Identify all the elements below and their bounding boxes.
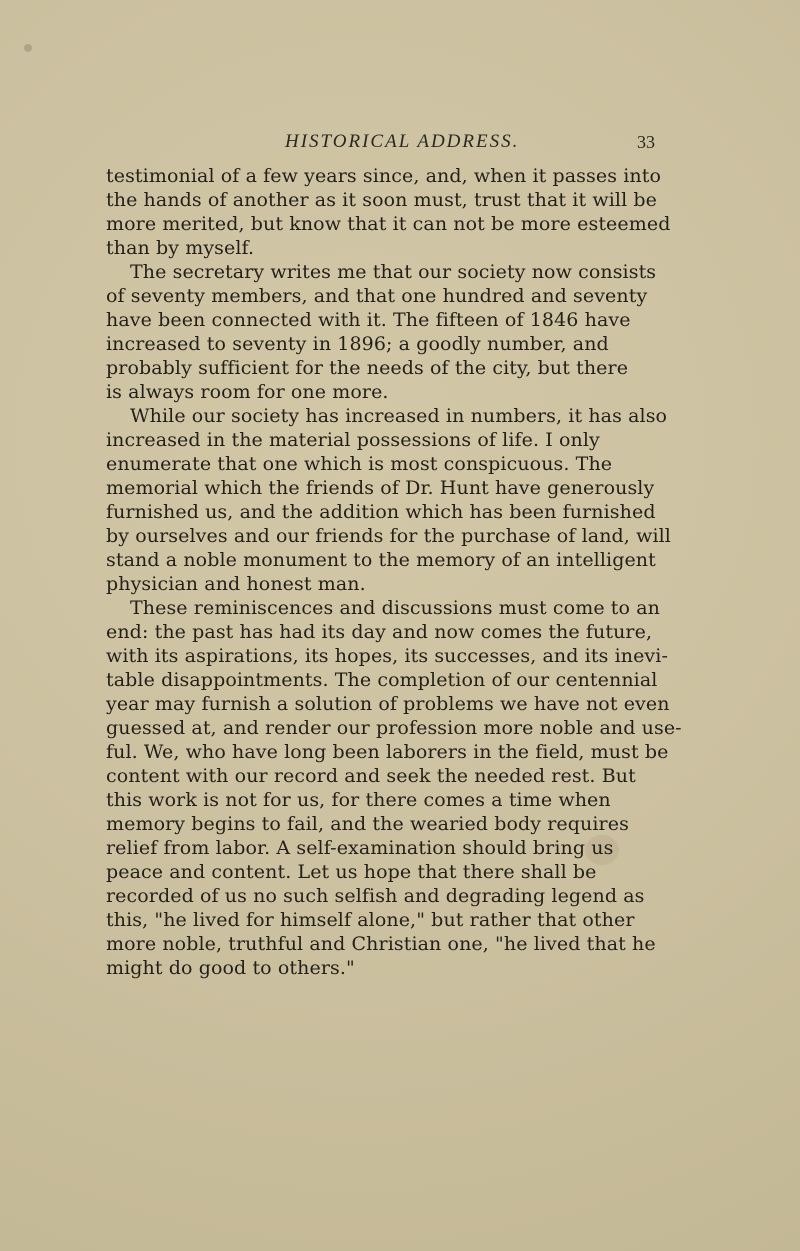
text-line: testimonial of a few years since, and, when it passes into	[106, 165, 662, 187]
text-line: might do good to others."	[106, 957, 355, 979]
text-line: increased to seventy in 1896; a goodly number, and	[106, 333, 609, 355]
text-line: end: the past has had its day and now comes the future,	[106, 621, 653, 643]
text-line: probably sufficient for the needs of the city, but there	[106, 357, 629, 379]
text-line: stand a noble monument to the memory of an intelligent	[106, 549, 656, 571]
text-line: recorded of us no such selfish and degrading legend as	[106, 885, 645, 907]
text-line: more merited, but know that it can not be more esteemed	[106, 213, 671, 235]
text-line: content with our record and seek the needed rest. But	[106, 765, 636, 787]
text-line: These reminiscences and discussions must come to an	[130, 597, 660, 619]
text-line: The secretary writes me that our society now consists	[130, 261, 657, 283]
text-line: the hands of another as it soon must, trust that it will be	[106, 189, 657, 211]
text-line: more noble, truthful and Christian one, "he lived that he	[106, 933, 656, 955]
text-line: this work is not for us, for there comes a time when	[106, 789, 611, 811]
text-line: with its aspirations, its hopes, its successes, and its inevi-	[106, 645, 668, 667]
body-text	[106, 162, 746, 979]
text-line: this, "he lived for himself alone," but rather that other	[106, 909, 635, 931]
text-line: by ourselves and our friends for the purchase of land, will	[106, 525, 671, 547]
running-title: HISTORICAL ADDRESS.	[285, 131, 520, 152]
text-line: of seventy members, and that one hundred and seventy	[106, 285, 648, 307]
page-number: 33	[637, 132, 655, 152]
text-line: ful. We, who have long been laborers in the field, must be	[106, 741, 669, 763]
text-line: While our society has increased in numbers, it has also	[130, 405, 668, 427]
text-line: guessed at, and render our profession more noble and use-	[106, 717, 682, 739]
text-line: table disappointments. The completion of our centennial	[106, 669, 658, 691]
text-line: enumerate that one which is most conspicuous. The	[106, 453, 613, 475]
text-line: than by myself.	[106, 237, 255, 259]
text-line: physician and honest man.	[106, 573, 366, 595]
text-line: furnished us, and the addition which has been furnished	[106, 501, 656, 523]
text-line: memory begins to fail, and the wearied body requires	[106, 813, 629, 835]
text-line: is always room for one more.	[106, 381, 389, 403]
text-line: increased in the material possessions of life. I only	[106, 429, 600, 451]
text-line: year may furnish a solution of problems we have not even	[106, 693, 670, 715]
paper-stain	[24, 44, 32, 52]
text-line: memorial which the friends of Dr. Hunt have generously	[106, 477, 655, 499]
text-line: peace and content. Let us hope that there shall be	[106, 861, 597, 883]
text-line: have been connected with it. The fifteen of 1846 have	[106, 309, 631, 331]
running-header	[0, 131, 800, 157]
text-line: relief from labor. A self-examination should bring us	[106, 837, 614, 859]
